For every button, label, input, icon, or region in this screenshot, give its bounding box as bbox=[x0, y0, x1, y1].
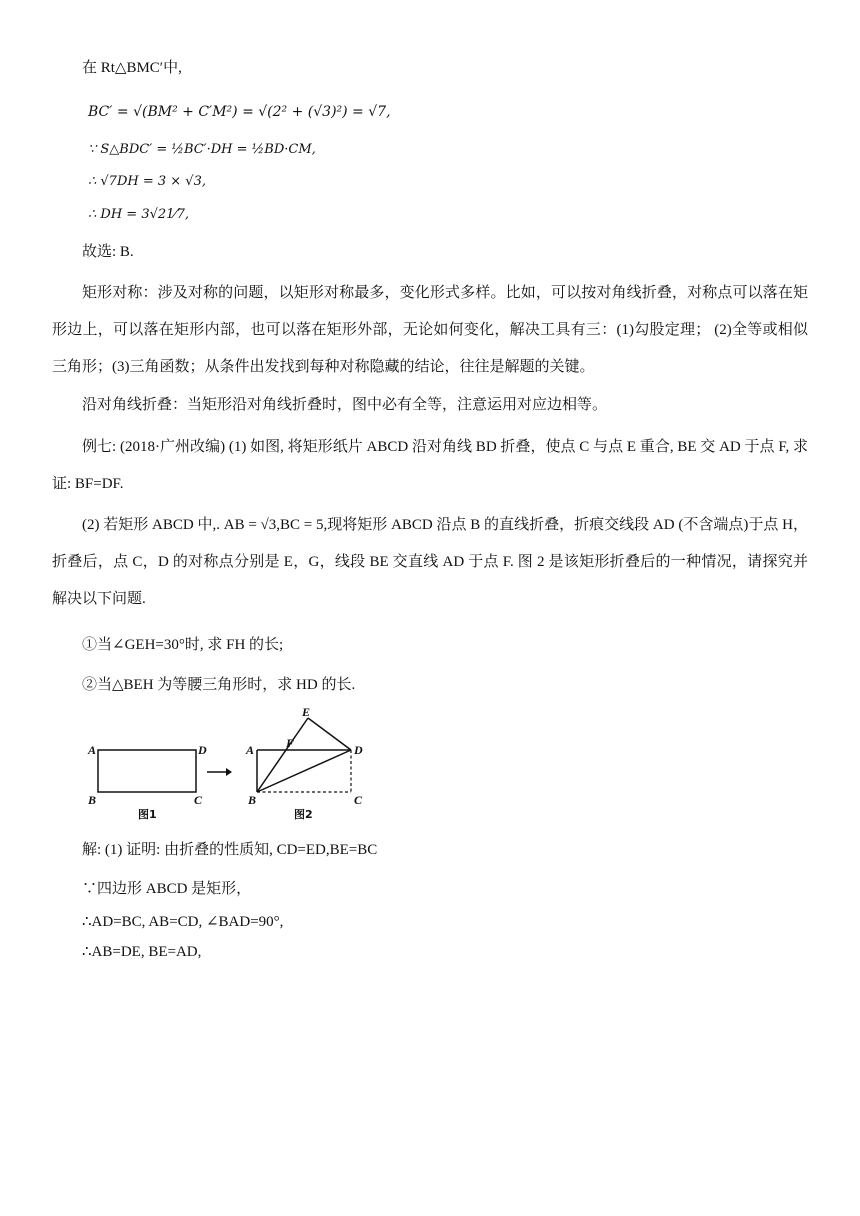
solution-line-1: 解: (1) 证明: 由折叠的性质知, CD=ED,BE=BC bbox=[82, 842, 378, 858]
fig2-caption: 图2 bbox=[294, 808, 313, 821]
arrow-head bbox=[226, 768, 232, 776]
fig2-line-ed bbox=[308, 718, 351, 750]
fig2-label-a: A bbox=[246, 743, 255, 757]
paragraph-part-two: (2) 若矩形 ABCD 中,. AB = √3,BC = 5,现将矩形 ABCD 沿点 B 的直线折叠，折痕交线段 AD (不含端点)于点 H，折叠后，点 C，D 的对称点分别是 E，G，线段 BE 交直线 AD 于点 F. 图 2 是该矩形折叠后的一种情况，请探究并解决以下问题. bbox=[52, 517, 808, 607]
paragraph-example-seven: 例七: (2018·广州改编) (1) 如图, 将矩形纸片 ABCD 沿对角线 BD 折叠，使点 C 与点 E 重合, BE 交 AD 于点 F, 求证: BF=DF. bbox=[52, 439, 808, 492]
fig1-label-b: B bbox=[88, 793, 97, 807]
fold-figure bbox=[80, 706, 380, 826]
question-one: ①当∠GEH=30°时, 求 FH 的长; bbox=[82, 637, 284, 653]
fig1-label-a: A bbox=[88, 743, 97, 757]
equation-dh-result: ∴ DH = 3√21⁄7, bbox=[88, 207, 189, 222]
fig1-rectangle bbox=[98, 750, 196, 792]
solution-line-3: ∴AD=BC, AB=CD, ∠BAD=90°, bbox=[82, 914, 284, 930]
fig1-caption: 图1 bbox=[138, 808, 157, 821]
fig2-label-d: D bbox=[354, 743, 363, 757]
solution-line-4: ∴AB=DE, BE=AD, bbox=[82, 944, 202, 960]
intro-line: 在 Rt△BMC′中, bbox=[82, 60, 182, 76]
fig1-label-c: C bbox=[194, 793, 203, 807]
answer-line: 故选: B. bbox=[82, 244, 134, 260]
solution-line-2: ∵四边形 ABCD 是矩形， bbox=[82, 881, 252, 897]
question-two: ②当△BEH 为等腰三角形时，求 HD 的长. bbox=[82, 677, 356, 693]
equation-area: ∵ S△BDC′ = ½BC′·DH = ½BD·CM, bbox=[88, 142, 316, 157]
fig2-label-f: F bbox=[286, 736, 295, 750]
fig2-label-e: E bbox=[302, 706, 311, 719]
paragraph-diagonal-fold: 沿对角线折叠：当矩形沿对角线折叠时，图中必有全等，注意运用对应边相等。 bbox=[82, 397, 608, 413]
paragraph-rect-symmetry: 矩形对称：涉及对称的问题，以矩形对称最多，变化形式多样。比如，可以按对角线折叠，对称点可以落在矩形边上，可以落在矩形内部，也可以落在矩形外部，无论如何变化，解决工具有三：(1)勾股定理； (2)全等或相似三角形；(3)三角函数；从条件出发找到每种对称隐藏的结论，往往是解题的关键。 bbox=[52, 285, 808, 375]
equation-dh-product: ∴ √7DH = 3 × √3, bbox=[88, 174, 206, 189]
fig1-label-d: D bbox=[198, 743, 207, 757]
fig2-label-b: B bbox=[248, 793, 257, 807]
fig2-label-c: C bbox=[354, 793, 363, 807]
equation-bc-prime: BC′ = √(BM² + C′M²) = √(2² + (√3)²) = √7, bbox=[88, 104, 391, 120]
